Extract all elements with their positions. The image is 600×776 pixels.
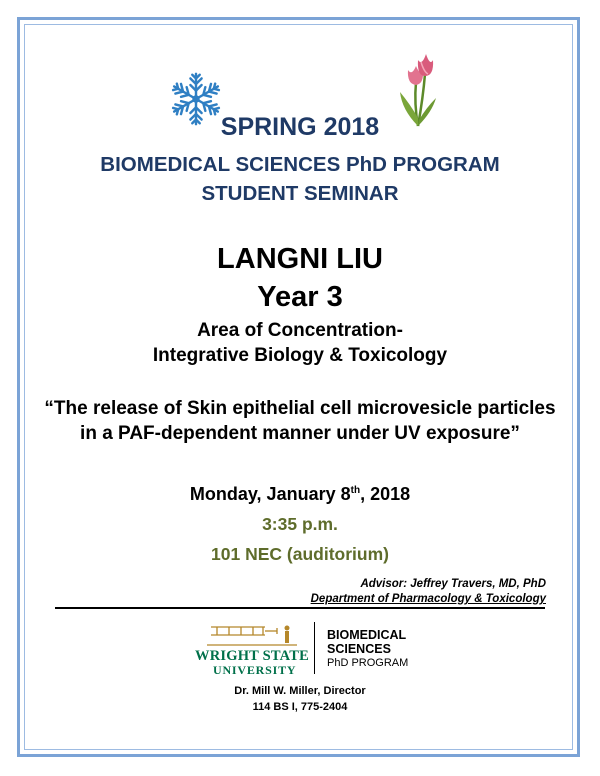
university-name: WRIGHT STATE <box>195 648 310 664</box>
event-title: STUDENT SEMINAR <box>201 182 399 205</box>
director-line: Dr. Mill W. Miller, Director <box>234 685 366 697</box>
area-value: Integrative Biology & Toxicology <box>152 345 448 366</box>
logo-divider <box>314 622 315 674</box>
date-year: , 2018 <box>360 484 411 504</box>
logo-program-line2: SCIENCES <box>327 642 391 656</box>
university-name-line2: UNIVERSITY <box>213 663 297 677</box>
speaker-name: LANGNI LIU <box>217 243 383 275</box>
seminar-time: 3:35 p.m. <box>262 514 338 534</box>
talk-title-line1: “The release of Skin epithelial cell microvesicle particles <box>44 398 556 419</box>
wright-flyer-icon <box>207 621 297 647</box>
seminar-location: 101 NEC (auditorium) <box>211 544 389 564</box>
program-title: BIOMEDICAL SCIENCES PhD PROGRAM <box>100 153 500 176</box>
seminar-date <box>0 484 600 505</box>
logo-program-line1: BIOMEDICAL <box>327 628 407 642</box>
advisor-department: Department of Pharmacology & Toxicology <box>310 593 546 605</box>
semester-title: SPRING 2018 <box>220 113 380 141</box>
address-line: 114 BS I, 775-2404 <box>252 701 348 713</box>
area-heading: Area of Concentration- <box>197 320 403 341</box>
divider <box>55 607 545 609</box>
talk-title-line2: in a PAF-dependent manner under UV exposure” <box>80 423 520 444</box>
date-ordinal: th <box>350 485 361 496</box>
logo-program-line3: PhD PROGRAM <box>327 657 409 669</box>
advisor-line: Advisor: Jeffrey Travers, MD, PhD <box>360 578 546 590</box>
speaker-year: Year 3 <box>257 281 343 313</box>
date-prefix: Monday, January 8 <box>189 484 351 504</box>
